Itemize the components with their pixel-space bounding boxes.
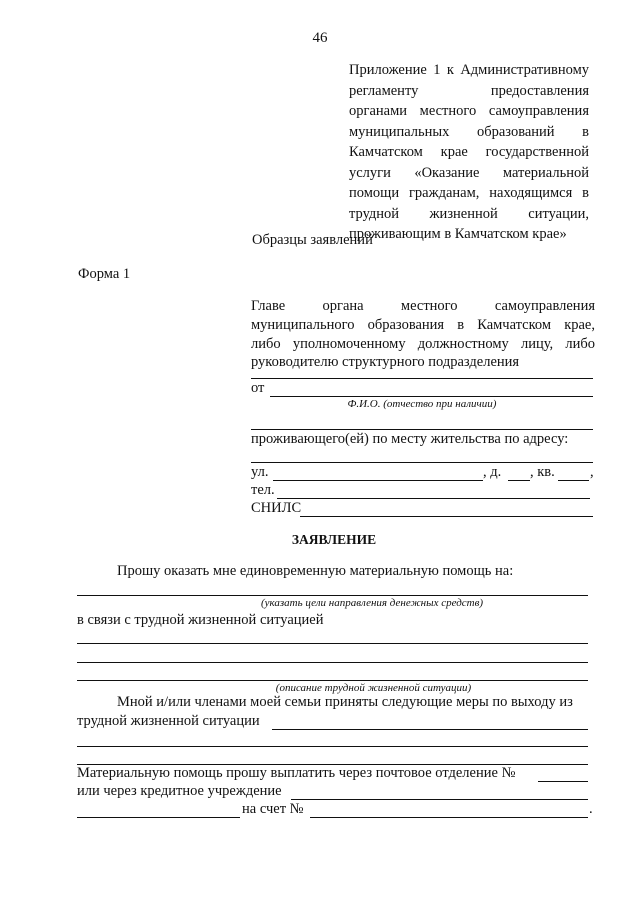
apartment-end: , — [590, 464, 594, 480]
fio-continuation-line[interactable] — [251, 429, 593, 430]
account-label: на счет № — [242, 801, 304, 817]
appendix-line: Приложение 1 к Административному — [349, 62, 589, 78]
appendix-line: органами местного самоуправления — [349, 103, 589, 119]
measures-field-line-1[interactable] — [272, 729, 588, 730]
situation-line-1[interactable] — [77, 643, 588, 644]
purpose-caption: (указать цели направления денежных средств) — [260, 597, 484, 609]
appendix-line: услуги «Оказание материальной — [349, 164, 589, 181]
residing-label: проживающего(ей) по месту жительства по адресу: — [251, 431, 569, 447]
appendix-line: помощи гражданам, находящимся в — [349, 185, 589, 201]
reason-text: в связи с трудной жизненной ситуацией — [77, 612, 324, 628]
purpose-field-line[interactable] — [77, 595, 588, 596]
situation-caption: (описание трудной жизненной ситуации) — [275, 682, 472, 694]
addressee-block — [251, 297, 595, 372]
appendix-note — [349, 60, 589, 245]
page-number: 46 — [312, 30, 328, 46]
appendix-line: трудной жизненной ситуации, — [349, 205, 589, 222]
measures-text-line-1: Мной и/или членами моей семьи приняты следующие меры по выходу из — [117, 694, 573, 710]
situation-line-3[interactable] — [77, 680, 588, 681]
from-label: от — [251, 380, 265, 396]
request-text: Прошу оказать мне единовременную материальную помощь на: — [117, 563, 514, 579]
addressee-line: либо уполномоченному должностному лицу, либо — [251, 335, 595, 352]
fio-caption: Ф.И.О. (отчество при наличии) — [347, 398, 497, 410]
snils-label: СНИЛС — [251, 500, 302, 516]
from-field-line[interactable] — [270, 396, 593, 397]
street-label: ул. — [251, 464, 269, 480]
bank-field-line[interactable] — [291, 799, 588, 800]
addressee-line: муниципального образования в Камчатском крае, — [251, 316, 595, 333]
appendix-line: муниципальных образований в — [349, 123, 589, 140]
street-field-line[interactable] — [273, 480, 483, 481]
payment-text-line-2: или через кредитное учреждение — [77, 783, 282, 799]
address-line[interactable] — [251, 462, 593, 463]
phone-label: тел. — [251, 482, 275, 498]
measures-field-line-2[interactable] — [77, 746, 588, 747]
payment-text-line-1: Материальную помощь прошу выплатить через почтовое отделение № — [77, 765, 516, 781]
apartment-label: , кв. — [530, 464, 555, 480]
apartment-field-line[interactable] — [558, 480, 589, 481]
form-label: Форма 1 — [78, 266, 131, 282]
addressee-line: руководителю структурного подразделения — [251, 354, 520, 371]
post-office-number-line[interactable] — [538, 781, 588, 782]
account-number-line[interactable] — [310, 817, 588, 818]
phone-field-line[interactable] — [277, 498, 590, 499]
appendix-line: Камчатском крае государственной — [349, 144, 589, 160]
appendix-line: проживающим в Камчатском крае» — [349, 226, 567, 242]
account-end: . — [589, 801, 593, 817]
blank-line — [251, 378, 593, 379]
bank-continuation-line[interactable] — [77, 817, 240, 818]
samples-title: Образцы заявлений — [252, 232, 373, 248]
house-label: , д. — [483, 464, 502, 480]
addressee-line: Главе органа местного самоуправления — [251, 298, 595, 314]
situation-line-2[interactable] — [77, 662, 588, 663]
statement-title: ЗАЯВЛЕНИЕ — [291, 532, 377, 547]
appendix-line: регламенту предоставления — [349, 82, 589, 99]
measures-text-line-2: трудной жизненной ситуации — [77, 713, 260, 729]
snils-field-line[interactable] — [300, 516, 593, 517]
house-field-line[interactable] — [508, 480, 530, 481]
